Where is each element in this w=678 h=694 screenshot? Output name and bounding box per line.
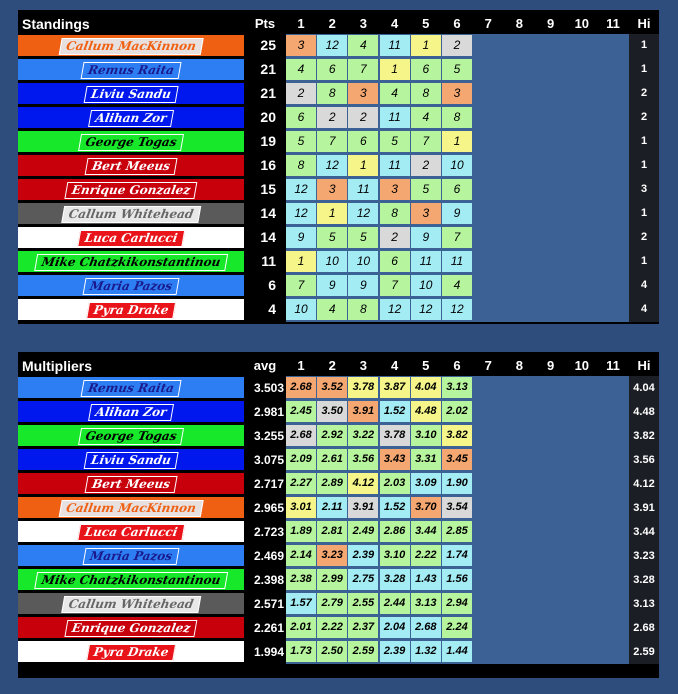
result-cell: 3 — [411, 203, 441, 224]
points-total: 16 — [260, 157, 276, 173]
average-multiplier: 2.571 — [253, 597, 284, 611]
driver-name: Liviu Sandu — [84, 86, 179, 103]
multiplier-cell: 3.45 — [442, 449, 472, 470]
average-multiplier: 2.261 — [253, 621, 284, 635]
result-cell: 8 — [442, 107, 472, 128]
result-cell: 2 — [442, 35, 472, 56]
average-multiplier: 2.398 — [253, 573, 284, 587]
best-result: 2 — [640, 111, 648, 123]
multiplier-cell: 1.32 — [411, 641, 441, 662]
result-cell: 8 — [411, 83, 441, 104]
result-cell: 4 — [286, 59, 316, 80]
multipliers-hi-header: Hi — [637, 358, 651, 373]
result-cell: 11 — [348, 179, 378, 200]
driver-name-cell — [18, 59, 244, 80]
multiplier-cell: 2.99 — [317, 569, 347, 590]
result-cell: 8 — [348, 299, 378, 320]
result-cell: 6 — [411, 59, 441, 80]
driver-name-cell — [18, 569, 244, 590]
multiplier-cell: 2.38 — [286, 569, 316, 590]
result-cell: 1 — [411, 35, 441, 56]
multiplier-cell: 1.43 — [411, 569, 441, 590]
driver-name-cell — [18, 131, 244, 152]
best-result: 2 — [640, 87, 648, 99]
result-cell: 6 — [442, 179, 472, 200]
result-cell: 12 — [317, 155, 347, 176]
result-cell: 1 — [442, 131, 472, 152]
multiplier-cell: 2.68 — [286, 377, 316, 398]
multiplier-cell: 3.10 — [380, 545, 410, 566]
driver-name-cell — [18, 497, 244, 518]
result-cell: 4 — [348, 35, 378, 56]
multiplier-cell: 4.12 — [348, 473, 378, 494]
best-result: 1 — [640, 39, 648, 51]
result-cell: 6 — [348, 131, 378, 152]
multiplier-cell: 3.13 — [442, 377, 472, 398]
multiplier-cell: 3.44 — [411, 521, 441, 542]
standings-title: Standings — [22, 16, 90, 32]
result-cell: 7 — [442, 227, 472, 248]
best-result: 1 — [640, 159, 648, 171]
multiplier-cell: 2.03 — [380, 473, 410, 494]
result-cell: 11 — [411, 251, 441, 272]
result-cell: 7 — [286, 275, 316, 296]
multiplier-cell: 2.68 — [411, 617, 441, 638]
multiplier-cell: 2.79 — [317, 593, 347, 614]
multiplier-cell: 3.70 — [411, 497, 441, 518]
result-cell: 12 — [286, 179, 316, 200]
driver-name-cell — [18, 227, 244, 248]
multiplier-cell: 2.04 — [380, 617, 410, 638]
average-multiplier: 3.503 — [253, 381, 284, 395]
column-header: 11 — [606, 358, 620, 373]
multiplier-cell: 2.22 — [411, 545, 441, 566]
result-cell: 10 — [411, 275, 441, 296]
multiplier-cell: 2.44 — [380, 593, 410, 614]
driver-name: Enrique Gonzalez — [64, 620, 197, 637]
average-multiplier: 3.075 — [253, 453, 284, 467]
multipliers-panel — [18, 352, 659, 678]
result-cell: 2 — [411, 155, 441, 176]
result-cell: 5 — [380, 131, 410, 152]
multiplier-cell: 3.09 — [411, 473, 441, 494]
multipliers-hi-column — [629, 376, 659, 664]
driver-name: Pyra Drake — [86, 644, 176, 661]
best-result: 4 — [640, 303, 648, 315]
multiplier-cell: 2.81 — [317, 521, 347, 542]
result-cell: 9 — [442, 203, 472, 224]
multiplier-cell: 2.94 — [442, 593, 472, 614]
result-cell: 3 — [442, 83, 472, 104]
result-cell: 11 — [380, 107, 410, 128]
multiplier-cell: 3.91 — [348, 497, 378, 518]
result-cell: 5 — [348, 227, 378, 248]
multiplier-cell: 2.27 — [286, 473, 316, 494]
driver-name: Mike Chatzkikonstantinou — [34, 254, 228, 271]
multiplier-cell: 3.43 — [380, 449, 410, 470]
multiplier-cell: 2.09 — [286, 449, 316, 470]
result-cell: 11 — [380, 35, 410, 56]
multiplier-cell: 3.28 — [380, 569, 410, 590]
driver-name-cell — [18, 299, 244, 320]
driver-name-cell — [18, 251, 244, 272]
points-total: 25 — [260, 37, 276, 53]
column-header: 2 — [328, 358, 336, 373]
driver-name: Alihan Zor — [88, 404, 174, 421]
multiplier-cell: 3.91 — [348, 401, 378, 422]
multiplier-cell: 1.90 — [442, 473, 472, 494]
result-cell: 9 — [411, 227, 441, 248]
driver-name: George Togas — [78, 134, 184, 151]
best-multiplier: 4.48 — [633, 406, 655, 418]
result-cell: 1 — [317, 203, 347, 224]
points-total: 20 — [260, 109, 276, 125]
points-total: 19 — [260, 133, 276, 149]
driver-name-cell — [18, 179, 244, 200]
driver-name-cell — [18, 641, 244, 662]
multiplier-cell: 2.92 — [317, 425, 347, 446]
multiplier-cell: 3.82 — [442, 425, 472, 446]
average-multiplier: 2.981 — [253, 405, 284, 419]
driver-name-cell — [18, 83, 244, 104]
driver-name: Maria Pazos — [83, 278, 180, 295]
result-cell: 5 — [286, 131, 316, 152]
multiplier-cell: 2.61 — [317, 449, 347, 470]
column-header: 6 — [453, 16, 461, 31]
multiplier-cell: 3.78 — [380, 425, 410, 446]
result-cell: 12 — [442, 299, 472, 320]
column-header: 7 — [484, 16, 492, 31]
multiplier-cell: 2.86 — [380, 521, 410, 542]
multiplier-cell: 3.23 — [317, 545, 347, 566]
points-total: 4 — [268, 301, 276, 317]
result-cell: 6 — [380, 251, 410, 272]
driver-name-cell — [18, 203, 244, 224]
multiplier-cell: 3.22 — [348, 425, 378, 446]
result-cell: 9 — [286, 227, 316, 248]
result-cell: 4 — [380, 83, 410, 104]
result-cell: 11 — [380, 155, 410, 176]
multiplier-cell: 3.50 — [317, 401, 347, 422]
points-total: 15 — [260, 181, 276, 197]
driver-name: Maria Pazos — [83, 548, 180, 565]
points-total: 21 — [260, 61, 276, 77]
multipliers-title: Multipliers — [22, 358, 93, 374]
result-cell: 6 — [286, 107, 316, 128]
result-cell: 4 — [317, 299, 347, 320]
multiplier-cell: 1.52 — [380, 401, 410, 422]
result-cell: 5 — [317, 227, 347, 248]
multiplier-cell: 1.44 — [442, 641, 472, 662]
result-cell: 12 — [411, 299, 441, 320]
multiplier-cell: 3.31 — [411, 449, 441, 470]
multiplier-cell: 3.10 — [411, 425, 441, 446]
best-multiplier: 2.68 — [633, 622, 655, 634]
multiplier-cell: 3.54 — [442, 497, 472, 518]
result-cell: 10 — [286, 299, 316, 320]
column-header: 9 — [546, 16, 555, 31]
multiplier-cell: 1.89 — [286, 521, 316, 542]
result-cell: 1 — [380, 59, 410, 80]
driver-name-cell — [18, 377, 244, 398]
best-result: 1 — [640, 255, 648, 267]
driver-name: Callum MacKinnon — [59, 38, 204, 55]
driver-name: Pyra Drake — [86, 302, 176, 319]
best-multiplier: 3.13 — [633, 598, 655, 610]
result-cell: 4 — [442, 275, 472, 296]
driver-name-cell — [18, 425, 244, 446]
result-cell: 12 — [380, 299, 410, 320]
pts-header: Pts — [254, 16, 276, 31]
driver-name-cell — [18, 545, 244, 566]
driver-name-cell — [18, 401, 244, 422]
column-header: 11 — [606, 16, 620, 31]
average-multiplier: 1.994 — [253, 645, 284, 659]
column-header: 1 — [297, 358, 305, 373]
best-result: 1 — [640, 207, 648, 219]
driver-name-cell — [18, 617, 244, 638]
result-cell: 3 — [317, 179, 347, 200]
column-header: 6 — [453, 358, 461, 373]
points-total: 11 — [261, 253, 276, 269]
average-multiplier: 2.965 — [253, 501, 284, 515]
column-header: 3 — [359, 16, 367, 31]
avg-header: avg — [253, 358, 277, 373]
best-result: 1 — [640, 135, 648, 147]
result-cell: 9 — [317, 275, 347, 296]
multiplier-cell: 4.04 — [411, 377, 441, 398]
multiplier-cell: 2.55 — [348, 593, 378, 614]
result-cell: 3 — [380, 179, 410, 200]
best-multiplier: 2.59 — [633, 646, 655, 658]
result-cell: 12 — [286, 203, 316, 224]
result-cell: 5 — [442, 59, 472, 80]
multiplier-cell: 1.56 — [442, 569, 472, 590]
best-multiplier: 3.91 — [633, 502, 655, 514]
multiplier-cell: 2.68 — [286, 425, 316, 446]
multiplier-cell: 3.56 — [348, 449, 378, 470]
multiplier-cell: 2.75 — [348, 569, 378, 590]
driver-name-cell — [18, 35, 244, 56]
points-total: 14 — [260, 229, 276, 245]
multiplier-cell: 2.85 — [442, 521, 472, 542]
result-cell: 3 — [348, 83, 378, 104]
multiplier-cell: 3.52 — [317, 377, 347, 398]
multiplier-cell: 2.49 — [348, 521, 378, 542]
best-result: 3 — [640, 183, 648, 195]
multiplier-cell: 1.74 — [442, 545, 472, 566]
column-header: 3 — [359, 358, 367, 373]
result-cell: 9 — [348, 275, 378, 296]
driver-name: George Togas — [78, 428, 184, 445]
multiplier-cell: 1.73 — [286, 641, 316, 662]
multiplier-cell: 2.01 — [286, 617, 316, 638]
result-cell: 1 — [348, 155, 378, 176]
result-cell: 7 — [411, 131, 441, 152]
points-total: 14 — [260, 205, 276, 221]
column-header: 4 — [390, 16, 399, 31]
result-cell: 12 — [348, 203, 378, 224]
multiplier-cell: 3.87 — [380, 377, 410, 398]
best-multiplier: 3.44 — [633, 526, 655, 538]
multiplier-cell: 2.24 — [442, 617, 472, 638]
column-header: 8 — [515, 358, 523, 373]
best-result: 4 — [640, 279, 648, 291]
driver-name: Callum Whitehead — [61, 596, 201, 613]
result-cell: 2 — [286, 83, 316, 104]
standings-hi-header: Hi — [637, 16, 651, 31]
column-header: 5 — [422, 358, 430, 373]
column-header: 9 — [546, 358, 555, 373]
result-cell: 2 — [380, 227, 410, 248]
multiplier-cell: 3.01 — [286, 497, 316, 518]
result-cell: 8 — [317, 83, 347, 104]
multiplier-cell: 4.48 — [411, 401, 441, 422]
best-result: 2 — [640, 231, 648, 243]
column-header: 7 — [484, 358, 492, 373]
result-cell: 8 — [380, 203, 410, 224]
driver-name-cell — [18, 449, 244, 470]
best-multiplier: 3.82 — [633, 430, 655, 442]
multiplier-cell: 1.57 — [286, 593, 316, 614]
multiplier-cell: 3.13 — [411, 593, 441, 614]
multiplier-cell: 2.50 — [317, 641, 347, 662]
best-multiplier: 3.23 — [633, 550, 655, 562]
result-cell: 3 — [286, 35, 316, 56]
driver-name: Liviu Sandu — [84, 452, 179, 469]
best-multiplier: 3.28 — [633, 574, 655, 586]
column-header: 4 — [390, 358, 399, 373]
result-cell: 5 — [411, 179, 441, 200]
driver-name: Remus Raita — [81, 62, 182, 79]
result-cell: 10 — [317, 251, 347, 272]
multiplier-cell: 2.14 — [286, 545, 316, 566]
column-header: 1 — [297, 16, 305, 31]
best-multiplier: 3.56 — [633, 454, 655, 466]
multiplier-cell: 2.59 — [348, 641, 378, 662]
column-header: 5 — [422, 16, 430, 31]
average-multiplier: 2.717 — [253, 477, 284, 491]
result-cell: 1 — [286, 251, 316, 272]
driver-name-cell — [18, 521, 244, 542]
best-multiplier: 4.12 — [633, 478, 655, 490]
points-total: 6 — [268, 277, 276, 293]
driver-name-cell — [18, 155, 244, 176]
multiplier-cell: 1.52 — [380, 497, 410, 518]
column-header: 10 — [574, 16, 590, 31]
driver-name: Mike Chatzkikonstantinou — [34, 572, 228, 589]
result-cell: 7 — [317, 131, 347, 152]
result-cell: 12 — [317, 35, 347, 56]
result-cell: 11 — [442, 251, 472, 272]
driver-name: Callum Whitehead — [61, 206, 201, 223]
multiplier-cell: 2.39 — [380, 641, 410, 662]
result-cell: 2 — [317, 107, 347, 128]
multiplier-cell: 2.11 — [317, 497, 347, 518]
average-multiplier: 2.469 — [253, 549, 284, 563]
multiplier-cell: 3.78 — [348, 377, 378, 398]
standings-panel — [18, 10, 659, 324]
driver-name: Enrique Gonzalez — [64, 182, 197, 199]
points-total: 21 — [260, 85, 276, 101]
multiplier-cell: 2.22 — [317, 617, 347, 638]
multiplier-cell: 2.39 — [348, 545, 378, 566]
driver-name: Luca Carlucci — [77, 524, 185, 541]
driver-name-cell — [18, 473, 244, 494]
multiplier-cell: 2.02 — [442, 401, 472, 422]
average-multiplier: 3.255 — [253, 429, 284, 443]
column-header: 2 — [328, 16, 336, 31]
best-result: 1 — [640, 63, 648, 75]
driver-name: Alihan Zor — [88, 110, 174, 127]
average-multiplier: 2.723 — [253, 525, 284, 539]
column-header: 8 — [515, 16, 523, 31]
driver-name-cell — [18, 593, 244, 614]
result-cell: 8 — [286, 155, 316, 176]
result-cell: 2 — [348, 107, 378, 128]
result-cell: 7 — [348, 59, 378, 80]
best-multiplier: 4.04 — [633, 382, 655, 394]
driver-name: Bert Meeus — [85, 158, 178, 175]
result-cell: 6 — [317, 59, 347, 80]
driver-name: Luca Carlucci — [77, 230, 185, 247]
driver-name-cell — [18, 107, 244, 128]
column-header: 10 — [574, 358, 590, 373]
driver-name-cell — [18, 275, 244, 296]
multiplier-cell: 2.89 — [317, 473, 347, 494]
result-cell: 7 — [380, 275, 410, 296]
driver-name: Callum MacKinnon — [59, 500, 204, 517]
result-cell: 10 — [348, 251, 378, 272]
multiplier-cell: 2.37 — [348, 617, 378, 638]
driver-name: Remus Raita — [81, 380, 182, 397]
driver-name: Bert Meeus — [85, 476, 178, 493]
result-cell: 10 — [442, 155, 472, 176]
result-cell: 4 — [411, 107, 441, 128]
multiplier-cell: 2.45 — [286, 401, 316, 422]
